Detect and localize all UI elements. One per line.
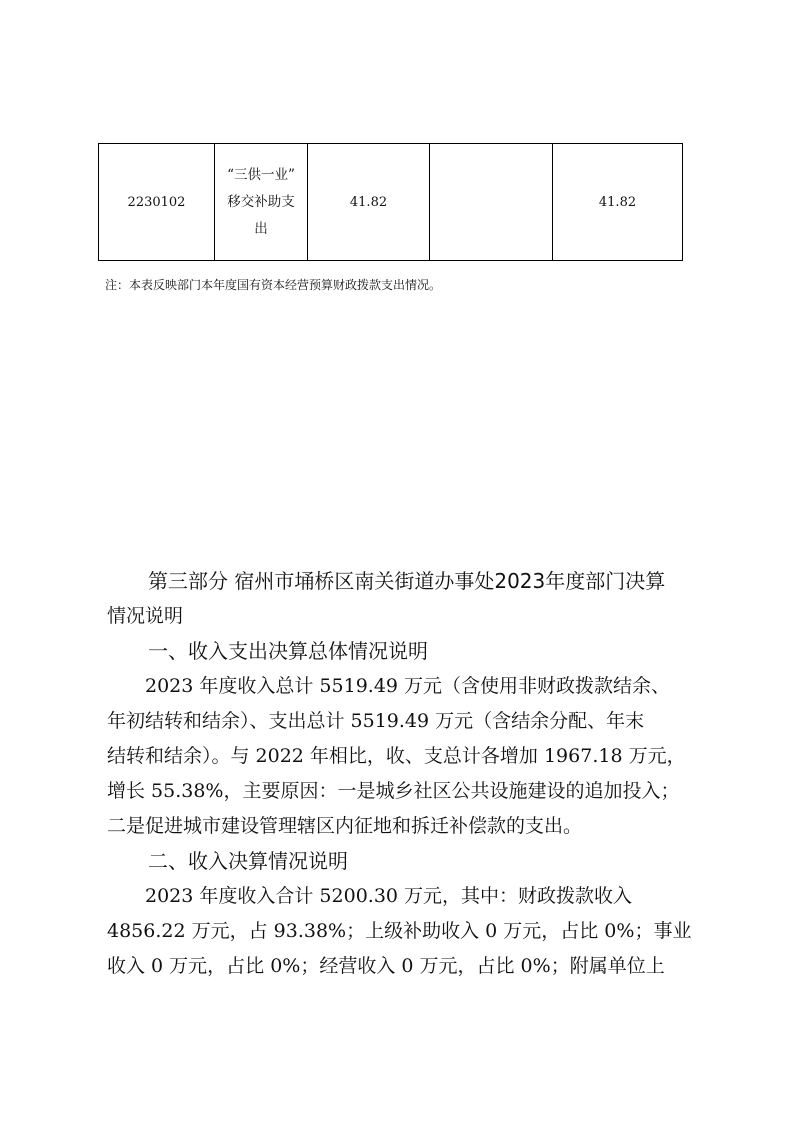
heading-income-expenditure: 一、收入支出决算总体情况说明 [148,639,428,663]
empty-cell [430,144,553,261]
subject-name-line: “三供一业” [227,166,295,183]
subject-name-cell [215,144,308,261]
paragraph-line: 年初结转和结余）、支出总计 5519.49 万元（含结余分配、年末 [107,710,645,732]
paragraph-line: 2023 年度收入合计 5200.30 万元，其中：财政拨款收入 [145,885,633,907]
appropriation-table [98,143,683,261]
paragraph-line: 结转和结余）。与 2022 年相比，收、支总计各增加 1967.18 万元， [107,745,686,767]
table-row [99,144,683,261]
part-title: 第三部分 宿州市埇桥区南关街道办事处2023年度部门决算 [148,569,666,593]
paragraph-line: 4856.22 万元，占 93.38%；上级补助收入 0 万元，占比 0%；事业 [107,920,692,942]
subject-name-line: 出 [254,220,268,237]
section-body [107,564,692,984]
part-title-continued: 情况说明 [107,605,184,627]
subject-code-cell: 2230102 [99,144,215,261]
amount-cell: 41.82 [553,144,683,261]
paragraph-line: 二是促进城市建设管理辖区内征地和拆迁补偿款的支出。 [107,815,583,837]
paragraph-line: 收入 0 万元，占比 0%；经营收入 0 万元，占比 0%；附属单位上 [107,955,665,977]
paragraph-line: 2023 年度收入总计 5519.49 万元（含使用非财政拨款结余、 [145,675,671,697]
heading-income: 二、收入决算情况说明 [148,849,348,873]
amount-cell: 41.82 [308,144,430,261]
paragraph-line: 增长 55.38%，主要原因：一是城乡社区公共设施建设的追加投入； [107,780,680,802]
table-note: 注：本表反映部门本年度国有资本经营预算财政拨款支出情况。 [105,278,442,292]
subject-name-line: 移交补助支 [227,193,295,210]
